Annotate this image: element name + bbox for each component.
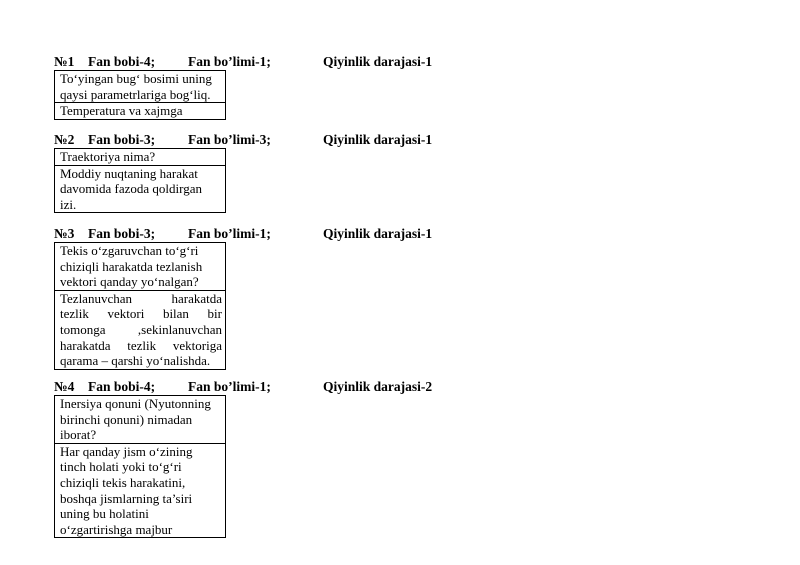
qiyinlik-darajasi: Qiyinlik darajasi-1	[323, 132, 433, 147]
question-number: №3	[54, 226, 75, 241]
fan-bobi: Fan bobi-4;	[88, 54, 156, 69]
question-line: Inersiya qonuni (Nyutonning	[60, 396, 211, 411]
fan-bobi: Fan bobi-4;	[88, 379, 156, 394]
answer-line: uning bu holatini	[60, 506, 149, 522]
answer-line: Moddiy nuqtaning harakat	[60, 165, 198, 181]
question-line: birinchi qonuni) nimadan	[60, 411, 193, 427]
qiyinlik-darajasi: Qiyinlik darajasi-1	[323, 226, 433, 241]
question-table	[54, 148, 226, 213]
answer-line: qarama – qarshi yo‘nalishda.	[60, 353, 211, 369]
question-table	[54, 242, 226, 370]
answer-cell	[55, 102, 225, 119]
answer-line: tinch holati yoki to‘g‘ri	[60, 459, 182, 475]
question-block-1	[54, 54, 774, 120]
fan-bobi: Fan bobi-3;	[88, 226, 156, 241]
question-cell	[55, 71, 225, 102]
answer-cell	[55, 443, 225, 538]
answer-line: o‘zgartirishga majbur	[60, 521, 173, 537]
question-header	[54, 226, 774, 242]
question-line: qaysi parametrlariga bog‘liq.	[60, 86, 211, 102]
answer-line: davomida fazoda qoldirgan	[60, 181, 202, 197]
question-header	[54, 379, 774, 395]
question-cell	[55, 396, 225, 443]
question-cell	[55, 243, 225, 290]
question-block-3	[54, 226, 774, 370]
question-header	[54, 54, 774, 70]
answer-cell	[55, 290, 225, 369]
qiyinlik-darajasi: Qiyinlik darajasi-2	[323, 379, 433, 394]
answer-line: Temperatura va xajmga	[60, 103, 183, 119]
question-cell	[55, 149, 225, 165]
fan-bolimi: Fan bo’limi-1;	[188, 54, 271, 69]
answer-line: tezlik vektori bilan bir	[60, 306, 222, 322]
question-table	[54, 70, 226, 120]
question-header	[54, 132, 774, 148]
answer-line: boshqa jismlarning ta’siri	[60, 490, 193, 506]
fan-bolimi: Fan bo’limi-1;	[188, 379, 271, 394]
fan-bobi: Fan bobi-3;	[88, 132, 156, 147]
qiyinlik-darajasi: Qiyinlik darajasi-1	[323, 54, 433, 69]
fan-bolimi: Fan bo’limi-1;	[188, 226, 271, 241]
question-line: Tekis o‘zgaruvchan to‘g‘ri	[60, 243, 199, 258]
answer-line: tomonga ,sekinlanuvchan	[60, 321, 222, 337]
question-block-2	[54, 132, 774, 213]
answer-line: chiziqli tekis harakatini,	[60, 474, 186, 490]
question-line: chiziqli harakatda tezlanish	[60, 258, 203, 274]
answer-line: harakatda tezlik vektoriga	[60, 337, 222, 353]
fan-bolimi: Fan bo’limi-3;	[188, 132, 271, 147]
question-block-4	[54, 379, 774, 538]
question-line: vektori qanday yo‘nalgan?	[60, 274, 199, 290]
answer-cell	[55, 165, 225, 213]
answer-line: izi.	[60, 196, 77, 212]
question-line: Traektoriya nima?	[60, 149, 156, 164]
question-number: №4	[54, 379, 75, 394]
question-table	[54, 395, 226, 538]
answer-line: Har qanday jism o‘zining	[60, 443, 193, 459]
question-line: iborat?	[60, 427, 97, 443]
question-number: №1	[54, 54, 75, 69]
question-line: To‘yingan bug‘ bosimi uning	[60, 71, 212, 86]
answer-line: Tezlanuvchan harakatda	[60, 290, 222, 306]
question-number: №2	[54, 132, 75, 147]
